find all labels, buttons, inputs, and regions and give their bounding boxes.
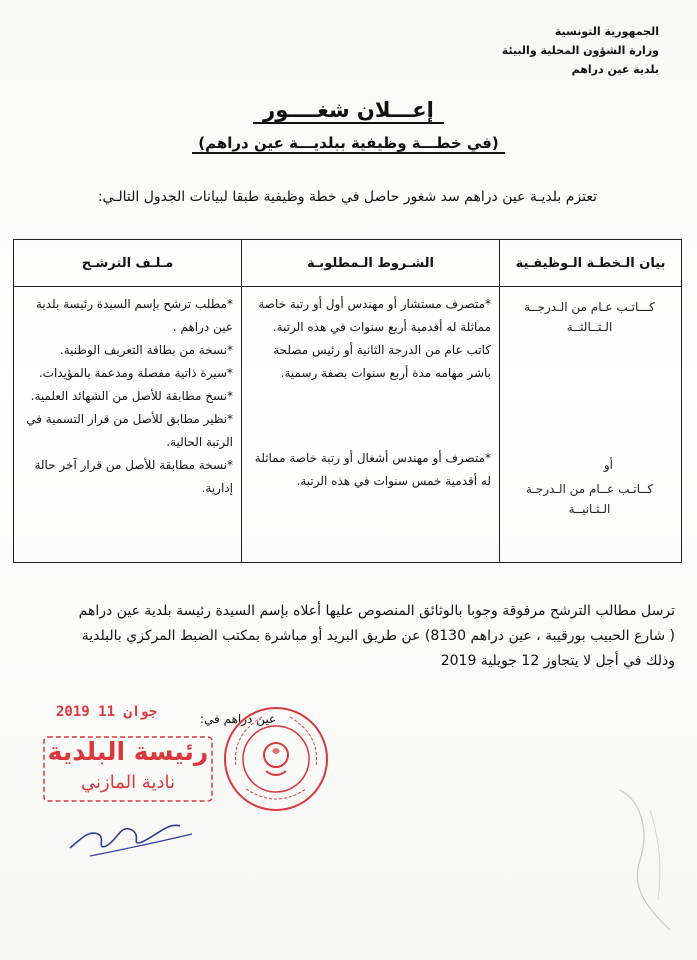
document-item: *نسخة من بطاقة التعريف الوطنية. (59, 343, 233, 357)
stamp-border (42, 735, 214, 803)
mayor-stamp (42, 735, 214, 803)
grade-second: كــاتـب عــام من الـدرجـة الـثـانيــة (525, 482, 654, 516)
condition-item: *متصرف أو مهندس أشغال أو رتبة خاصة مماثلة له أقدمية خمس سنوات في هذه الرتبة. (254, 451, 491, 488)
municipal-seal (222, 705, 330, 813)
table-row (14, 287, 682, 563)
date-stamp: 2019 جوان 11 (56, 704, 158, 720)
document-item: *نسخ مطابقة للأصل من الشهائد العلمية. (30, 389, 233, 403)
header-documents: مـلـف الترشـح (14, 240, 242, 287)
positions-table (13, 239, 682, 563)
document-item: *مطلب ترشح بإسم السيدة رئيسة بلدية عين دراهم . (35, 297, 233, 334)
letterhead-ministry: وزارة الشؤون المحلية والبيئة (501, 44, 659, 57)
grade-third: كـــاتـب عـام من الـدرجــة الـثــالثــة (524, 300, 655, 334)
closing-line: ( شارع الحبيب بورقيبة ، عين دراهم 8130) عن طريق البريد أو مباشرة بمكتب الضبط المركزي بالبلدية (81, 628, 675, 644)
intro-paragraph: تعتزم بلديـة عين دراهم سد شغور حاصل في خطة وظيفية طبقا لبيانات الجدول التالـي: (97, 189, 597, 205)
header-position: بيان الـخطـة الـوظيفـية (500, 240, 682, 287)
closing-line: ترسل مطالب الترشح مرفوقة وجوبا بالوثائق المنصوص عليها أعلاه بإسم السيدة رئيسة بلدية عين دراهم (78, 603, 675, 619)
or-label: أو (603, 458, 613, 472)
table-header-row (14, 240, 682, 287)
letterhead-republic: الجمهورية التونسية (554, 25, 659, 38)
condition-item: *متصرف مستشار أو مهندس أول أو رتبة خاصة مماثلة له أقدمية أربع سنوات في هذه الرتبة. (258, 297, 491, 334)
letterhead (399, 22, 659, 79)
stamp-title: رئيسة البلدية (47, 737, 209, 766)
announcement-subtitle: (في خطـــة وظيفية ببلديـــة عين دراهم) (0, 134, 697, 152)
letterhead-municipality: بلدية عين دراهم (571, 63, 659, 76)
closing-line: وذلك في أجل لا يتجاوز 12 جويلية 2019 (440, 653, 675, 669)
faint-bleedthrough-mark (600, 770, 690, 940)
signature (60, 800, 200, 860)
place-date-label: عين دراهم في: (200, 712, 277, 726)
conditions-cell (242, 287, 500, 563)
closing-paragraph (15, 599, 675, 674)
position-cell (500, 287, 682, 563)
header-conditions: الشـروط الـمطلوبـة (242, 240, 500, 287)
document-item: *نسخة مطابقة للأصل من قرار آخر حالة إدارية. (34, 458, 233, 495)
stamp-name: نادية المازني (81, 772, 175, 793)
announcement-title: إعـــلان شغــــور (0, 98, 697, 122)
documents-cell (14, 287, 242, 563)
document-item: *سيرة ذاتية مفصلة ومدعمة بالمؤيدات. (38, 366, 233, 380)
condition-item: كاتب عام من الدرجة الثانية أو رئيس مصلحة باشر مهامه مدة أربع سنوات بصفة رسمية. (273, 343, 491, 380)
document-item: *نظير مطابق للأصل من قرار التسمية في الرتبة الحالية. (26, 412, 233, 449)
